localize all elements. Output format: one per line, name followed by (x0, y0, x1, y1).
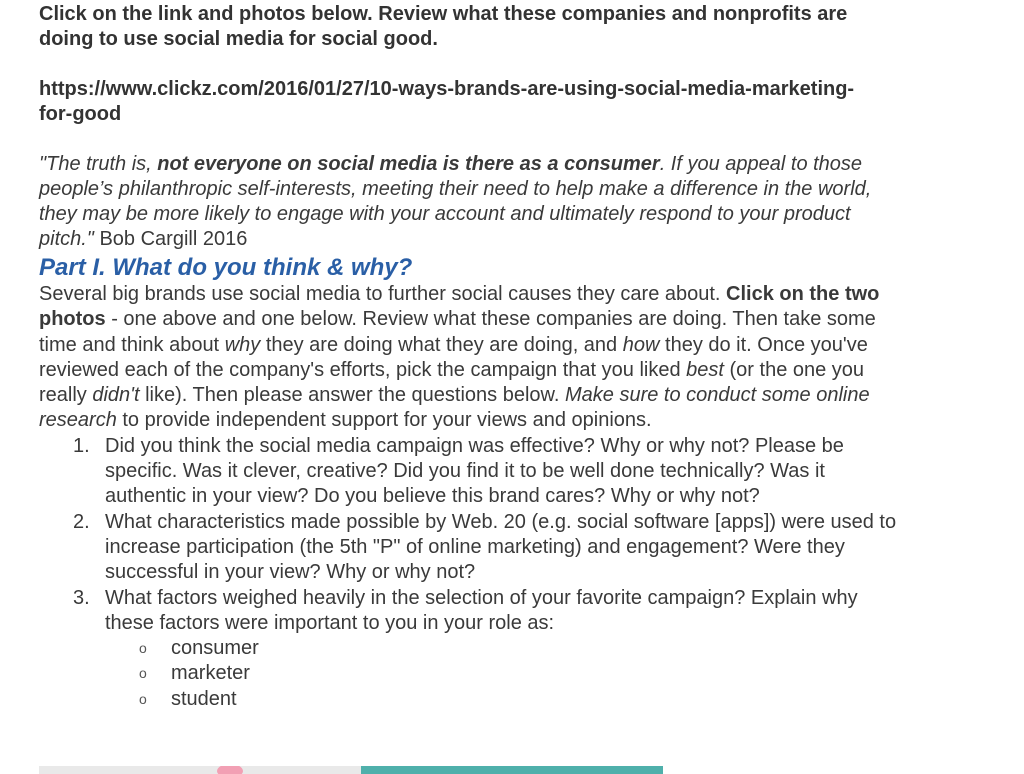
question-number: 2. (73, 510, 90, 533)
quote-emphasis: not everyone on social media is there as a consumer (157, 153, 660, 175)
part-heading: Part I. What do you think & why? (39, 254, 413, 281)
intro-instructions: Click on the link and photos below. Review what these companies and nonprofits are doing to use social media for social good. (39, 3, 848, 50)
para-italic-best: best (686, 358, 724, 381)
roles-list (39, 636, 899, 712)
bullet-icon: o (139, 690, 147, 707)
document-page (39, 0, 899, 712)
question-text: Did you think the social media campaign was effective? Why or why not? Please be specific. Was it clever, creative? Did you find it to be well done technically? Was it authentic in your view? Do you believe this brand cares? Why or why not? (105, 434, 844, 508)
para-text-3: they are doing what they are doing, and (260, 333, 623, 356)
para-text-5: (or the one you really (39, 358, 865, 407)
para-italic-research: Make sure to conduct some online research (39, 384, 870, 432)
list-item (39, 510, 899, 586)
para-italic-why: why (224, 333, 261, 356)
photo-detail (217, 766, 243, 774)
role-label: marketer (171, 662, 250, 685)
campaign-photos-row (39, 766, 663, 774)
para-italic-how: how (622, 333, 660, 356)
role-label: consumer (171, 637, 259, 660)
campaign-photo-right[interactable] (361, 766, 663, 774)
list-item (39, 636, 899, 661)
role-label: student (171, 687, 237, 710)
bullet-icon: o (139, 640, 147, 657)
quote-author: Bob Cargill 2016 (93, 228, 248, 250)
question-number: 1. (73, 434, 90, 457)
para-text-1: Several big brands use social media to further social causes they care about. (39, 283, 727, 305)
question-number: 3. (73, 586, 90, 609)
article-link[interactable]: https://www.clickz.com/2016/01/27/10-ways-brands-are-using-social-media-marketing-for-good (39, 78, 855, 125)
question-text: What characteristics made possible by Web. 20 (e.g. social software [apps]) were used to increase participation (the 5th "P" of online marketing) and engagement? Were they successful in your view? Why or why not? (105, 510, 897, 584)
quote-rest: . If you appeal to those people’s philanthropic self-interests, meeting their need to help make a difference in the world, they may be more likely to engage with your account and ultimately respond to your product pitch." (39, 153, 872, 250)
bullet-icon: o (139, 665, 147, 682)
para-text-6: like). Then please answer the questions below. (139, 384, 565, 407)
quote-open: "The truth is, (39, 153, 158, 175)
quote-block (39, 152, 899, 252)
para-text-4: they do it. Once you've reviewed each of the company's efforts, pick the campaign that you liked (39, 333, 868, 381)
list-item (39, 687, 899, 712)
list-item (39, 661, 899, 686)
para-bold-click-photos: Click on the two photos (39, 283, 880, 331)
campaign-photo-left[interactable] (39, 766, 361, 774)
list-item (39, 434, 899, 510)
questions-list (39, 434, 899, 636)
question-text: What factors weighed heavily in the selection of your favorite campaign? Explain why these factors were important to you in your role as: (105, 586, 858, 634)
list-item (39, 586, 899, 637)
instructions-paragraph (39, 282, 899, 434)
para-text-7: to provide independent support for your views and opinions. (116, 409, 652, 432)
para-text-2: - one above and one below. Review what these companies are doing. Then take some time and think about (39, 308, 876, 356)
para-italic-didnt: didn't (92, 384, 140, 407)
